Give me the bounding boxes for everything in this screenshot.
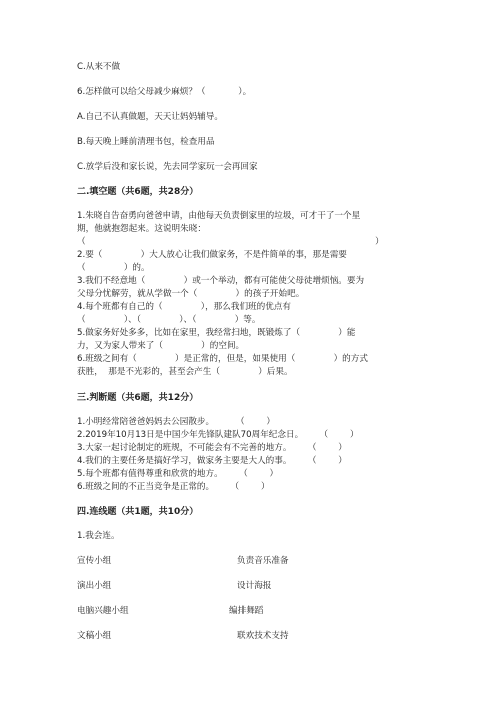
matching-prompt: 1.我会连。 [77, 531, 120, 541]
fill-line: 力，又为家人带来了（ ）的空间。 [77, 341, 245, 351]
q6-option-b: B.每天晚上睡前清理书包，检查用品 [77, 137, 215, 147]
q6-option-a: A.自己不认真做题，天天让妈妈辅导。 [77, 112, 223, 122]
match-right-item: 负责音乐准备 [237, 556, 289, 566]
match-left-item: 宣传小组 [77, 556, 112, 566]
fill-line: 6.班级之间有（ ）是正常的，但是，如果使用（ ）的方式 [77, 354, 368, 364]
q6-stem: 6.怎样做可以给父母减少麻烦？（ ）。 [77, 87, 252, 97]
judge-line: 6.班级之间的不正当竞争是正常的。 （ ） [77, 482, 270, 492]
fill-line: 4.每个班都有自己的（ ），那么我们班的优点有 [77, 302, 292, 312]
q6-option-c: C.放学后没和家长说，先去同学家玩一会再回家 [77, 162, 258, 172]
fill-line: 3.我们不经意地（ ）或一个举动，都有可能使父母徒增烦恼。要为 [77, 276, 365, 286]
fill-line: 5.做家务好处多多，比如在家里，我经常扫地，既锻炼了（ ）能 [77, 328, 356, 338]
match-right-item: 编排舞蹈 [229, 606, 264, 616]
judge-line: 3.大家一起讨论制定的班规，不可能会有不完善的地方。 （ ） [77, 443, 347, 453]
fill-line: （ ）的。 [77, 263, 150, 273]
match-right-item: 设计海报 [237, 581, 272, 591]
section-heading-true-false: 三.判断题（共6题，共12分） [77, 393, 199, 403]
judge-line: 4.我们的主要任务是搞好学习，做家务主要是大人的事。 （ ） [77, 456, 347, 466]
match-right-item: 联欢技术支持 [237, 631, 289, 641]
fill-line: 期，他就抱怨起来。这说明朱晓： [77, 224, 206, 234]
judge-line: 5.每个班都有值得尊重和欣赏的地方。 （ ） [77, 469, 279, 479]
fill-line: （ ）、（ ）、（ ）等。 [77, 315, 261, 325]
fill-line: 获胜， 那是不光彩的，甚至会产生（ ）后果。 [77, 367, 293, 377]
section-heading-fill-in: 二.填空题（共6题，共28分） [77, 187, 199, 197]
section-heading-matching: 四.连线题（共1题，共10分） [77, 507, 199, 517]
fill-line: 2.要（ ）大人放心让我们做家务，不是件简单的事，那是需要 [77, 250, 347, 260]
fill-line: 父母分忧解劳，就从学做一个（ ）的孩子开始吧。 [77, 289, 305, 299]
fill-line: 1.朱晓自告奋勇向爸爸申请，由他每天负责倒家里的垃圾，可才干了一个星 [77, 211, 361, 221]
judge-line: 1.小明经常陪爸爸妈妈去公园散步。 （ ） [77, 417, 276, 427]
match-left-item: 电脑兴趣小组 [77, 606, 129, 616]
q5-option-c: C.从来不做 [77, 62, 121, 72]
judge-line: 2.2019年10月13日是中国少年先锋队建队70周年纪念日。 （ ） [77, 430, 359, 440]
match-left-item: 文稿小组 [77, 631, 112, 641]
match-left-item: 演出小组 [77, 581, 112, 591]
fill-line: （ ） [77, 237, 384, 247]
